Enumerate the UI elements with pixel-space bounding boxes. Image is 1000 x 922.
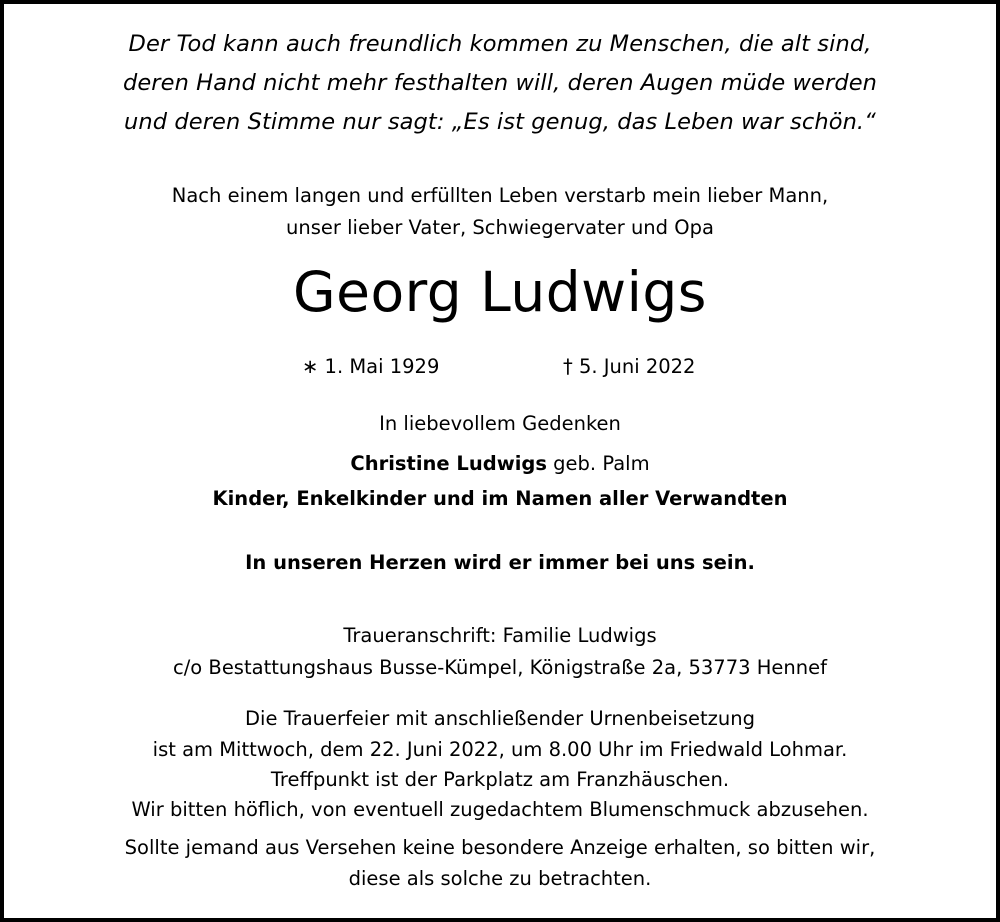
notice-line: diese als solche zu betrachten. bbox=[348, 867, 652, 890]
ceremony-line: Treffpunkt ist der Parkplatz am Franzhäuschen. bbox=[270, 768, 730, 791]
spouse-line bbox=[0, 454, 1000, 474]
deceased-name: Georg Ludwigs bbox=[293, 260, 707, 324]
ceremony-line: Wir bitten höflich, von eventuell zugedachtem Blumenschmuck abzusehen. bbox=[131, 798, 869, 821]
ceremony-line: Die Trauerfeier mit anschließender Urnenbeisetzung bbox=[245, 707, 755, 730]
address-line: Traueranschrift: Familie Ludwigs bbox=[343, 624, 657, 647]
motto: In unseren Herzen wird er immer bei uns sein. bbox=[245, 551, 755, 574]
spouse-name: Christine Ludwigs bbox=[350, 452, 547, 475]
address-line: c/o Bestattungshaus Busse-Kümpel, Königstraße 2a, 53773 Hennef bbox=[173, 656, 827, 679]
ceremony-line: ist am Mittwoch, dem 22. Juni 2022, um 8.00 Uhr im Friedwald Lohmar. bbox=[152, 738, 848, 761]
quote-line: und deren Stimme nur sagt: „Es ist genug, das Leben war schön.“ bbox=[124, 109, 876, 135]
family-line: Kinder, Enkelkinder und im Namen aller Verwandten bbox=[212, 487, 788, 510]
intro-line: Nach einem langen und erfüllten Leben verstarb mein lieber Mann, bbox=[171, 184, 829, 207]
mourners-intro: In liebevollem Gedenken bbox=[379, 412, 621, 435]
birth-date: ∗ 1. Mai 1929 bbox=[302, 355, 440, 378]
notice-line: Sollte jemand aus Versehen keine besondere Anzeige erhalten, so bitten wir, bbox=[124, 836, 876, 859]
quote-line: Der Tod kann auch freundlich kommen zu Menschen, die alt sind, bbox=[128, 31, 872, 57]
spouse-maiden-name: geb. Palm bbox=[553, 452, 650, 475]
quote-line: deren Hand nicht mehr festhalten will, deren Augen müde werden bbox=[122, 70, 878, 96]
death-date: † 5. Juni 2022 bbox=[563, 355, 696, 378]
intro-line: unser lieber Vater, Schwiegervater und Opa bbox=[286, 216, 714, 239]
